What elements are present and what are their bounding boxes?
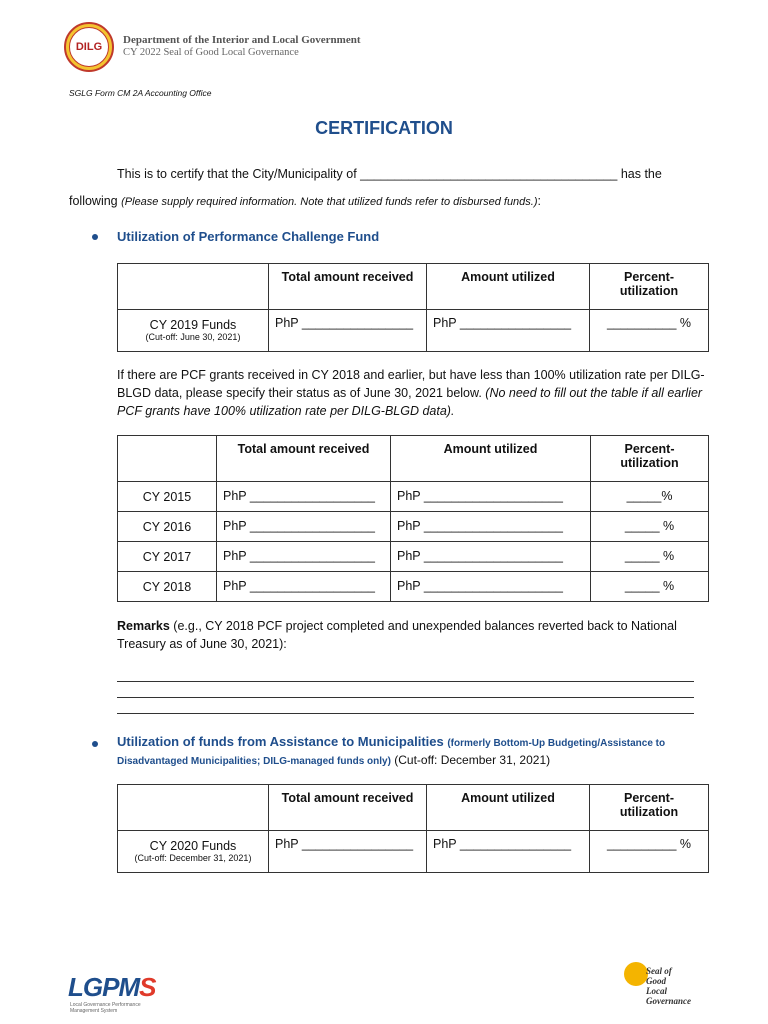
intro-line-2 — [69, 192, 709, 211]
col-total-received: Total amount received — [269, 264, 427, 310]
utilized-field[interactable]: PhP ____________________ — [391, 512, 591, 542]
table-row — [118, 831, 709, 873]
lgpms-logo — [68, 972, 155, 1003]
section3-heading-block — [117, 734, 709, 770]
col-total-received: Total amount received — [217, 436, 391, 482]
col-total-received: Total amount received — [269, 785, 427, 831]
utilized-field[interactable]: PhP ____________________ — [391, 572, 591, 602]
percent-field[interactable]: _____% — [591, 482, 709, 512]
earlier-grants-text: If there are PCF grants received in CY 2018 and earlier, but have less than 100% utilization rate per DILG-BLGD data, please specify their status as of June 30, 2021 below. — [117, 368, 705, 400]
sglg-line: Governance — [646, 996, 691, 1006]
seal-subtitle: CY 2022 Seal of Good Local Governance — [123, 47, 299, 58]
table-corner — [118, 436, 217, 482]
percent-field[interactable]: __________ % — [590, 310, 709, 352]
page-title: CERTIFICATION — [315, 118, 453, 138]
lgpms-subtitle: Local Governance Performance Management System — [70, 1002, 141, 1014]
table-row — [118, 482, 709, 512]
sglg-line: Seal of — [646, 966, 672, 976]
atm-2020-table — [117, 784, 709, 873]
row-year: CY 2019 Funds — [149, 318, 237, 332]
col-amount-utilized: Amount utilized — [391, 436, 591, 482]
table-row — [118, 310, 709, 352]
col-percent-utilization: Percent- utilization — [591, 436, 709, 482]
percent-field[interactable]: _____ % — [591, 512, 709, 542]
dilg-logo — [64, 22, 114, 72]
intro-colon: : — [537, 194, 541, 208]
form-code: SGLG Form CM 2A Accounting Office — [69, 88, 212, 98]
earlier-grants-paragraph — [117, 366, 711, 420]
received-field[interactable]: PhP __________________ — [217, 512, 391, 542]
bullet-icon — [92, 234, 98, 240]
dilg-logo-text: DILG — [69, 27, 109, 67]
bullet-icon — [92, 741, 98, 747]
lgpms-logo-main: LGPM — [68, 972, 140, 1002]
row-cutoff: (Cut-off: June 30, 2021) — [145, 332, 241, 342]
col-percent-utilization: Percent- utilization — [590, 785, 709, 831]
percent-field[interactable]: _____ % — [591, 542, 709, 572]
utilized-field[interactable]: PhP ________________ — [427, 310, 590, 352]
section1-heading: Utilization of Performance Challenge Fund — [117, 229, 380, 244]
remarks-line[interactable] — [117, 713, 694, 714]
row-label-cy2019 — [118, 310, 269, 352]
table-corner — [118, 264, 269, 310]
received-field[interactable]: PhP __________________ — [217, 572, 391, 602]
utilized-field[interactable]: PhP ________________ — [427, 831, 590, 873]
col-amount-utilized: Amount utilized — [427, 785, 590, 831]
row-year: CY 2020 Funds — [149, 839, 237, 853]
table-row — [118, 572, 709, 602]
row-cutoff: (Cut-off: December 31, 2021) — [134, 853, 252, 863]
intro-line-1: This is to certify that the City/Municipality of _____________________________________ has the — [117, 167, 662, 181]
earlier-grants-note: (No need to fill out the table if all earlier PCF grants have 100% utilization rate per DILG-BLGD data). — [117, 386, 703, 418]
sglg-line: Local — [646, 986, 667, 996]
lgpms-logo-s: S — [139, 972, 156, 1002]
intro-instruction: (Please supply required information. Note that utilized funds refer to disbursed funds.) — [121, 196, 538, 208]
pcf-earlier-table — [117, 435, 709, 602]
section3-cutoff: (Cut-off: December 31, 2021) — [390, 753, 551, 767]
received-field[interactable]: PhP ________________ — [269, 831, 427, 873]
utilized-field[interactable]: PhP ____________________ — [391, 542, 591, 572]
received-field[interactable]: PhP ________________ — [269, 310, 427, 352]
row-label-cy2020 — [118, 831, 269, 873]
department-name: Department of the Interior and Local Government — [123, 34, 361, 46]
received-field[interactable]: PhP __________________ — [217, 482, 391, 512]
section3-heading: Utilization of funds from Assistance to Municipalities — [117, 734, 448, 749]
table-corner — [118, 785, 269, 831]
row-year: CY 2017 — [118, 542, 217, 572]
remarks-label: Remarks — [117, 619, 170, 633]
utilized-field[interactable]: PhP ____________________ — [391, 482, 591, 512]
pcf-2019-table — [117, 263, 709, 352]
row-year: CY 2015 — [118, 482, 217, 512]
section3-note: (formerly Bottom-Up Budgeting/Assistance to Disadvantaged Municipalities; DILG-managed funds only) — [117, 738, 666, 767]
remarks-paragraph — [117, 617, 711, 653]
table-row — [118, 542, 709, 572]
intro-following: following — [69, 194, 122, 208]
remarks-line[interactable] — [117, 681, 694, 682]
sglg-logo — [646, 966, 691, 1006]
table-row — [118, 512, 709, 542]
row-year: CY 2018 — [118, 572, 217, 602]
sun-icon — [624, 962, 648, 986]
remarks-text: (e.g., CY 2018 PCF project completed and unexpended balances reverted back to National Treasury as of June 30, 2021): — [117, 619, 677, 651]
col-percent-utilization: Percent- utilization — [590, 264, 709, 310]
percent-field[interactable]: _____ % — [591, 572, 709, 602]
received-field[interactable]: PhP __________________ — [217, 542, 391, 572]
remarks-line[interactable] — [117, 697, 694, 698]
percent-field[interactable]: __________ % — [590, 831, 709, 873]
row-year: CY 2016 — [118, 512, 217, 542]
col-amount-utilized: Amount utilized — [427, 264, 590, 310]
sglg-line: Good — [646, 976, 666, 986]
